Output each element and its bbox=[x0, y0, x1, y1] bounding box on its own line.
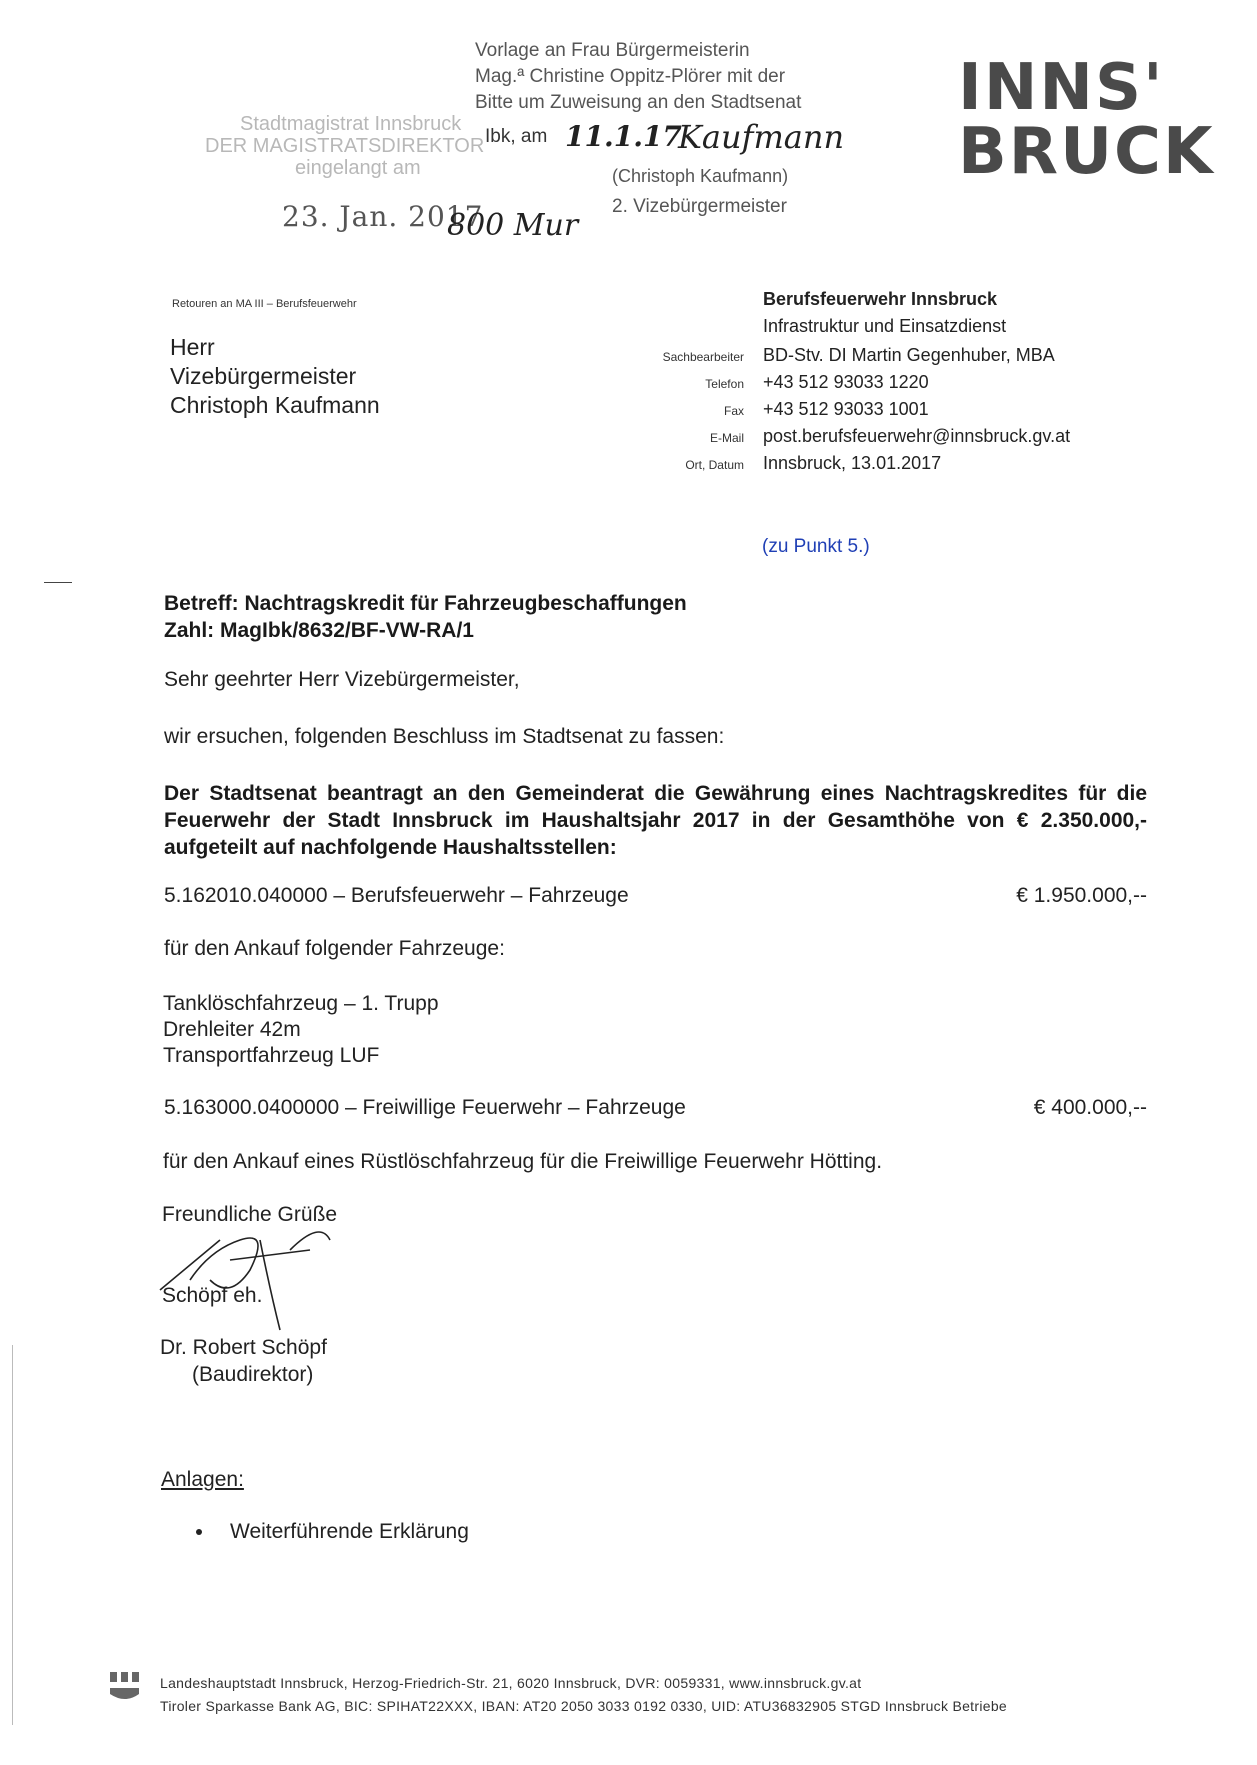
fold-mark bbox=[44, 582, 72, 583]
logo-line-2: BRUCK bbox=[958, 115, 1215, 189]
contact-label: E-Mail bbox=[709, 431, 744, 445]
footer-address: Landeshauptstadt Innsbruck, Herzog-Friedrich-Str. 21, 6020 Innsbruck, DVR: 0059331, www.innsbruck.gv.at bbox=[160, 1675, 862, 1691]
attachment-label: Weiterführende Erklärung bbox=[230, 1520, 469, 1543]
recipient-name: Christoph Kaufmann bbox=[170, 392, 380, 418]
budget-account: 5.163000.0400000 – Freiwillige Feuerwehr – Fahrzeuge bbox=[164, 1096, 686, 1119]
contact-label: Sachbearbeiter bbox=[662, 350, 744, 364]
contact-person: BD-Stv. DI Martin Gegenhuber, MBA bbox=[763, 345, 1055, 365]
handwritten-signature: Kaufmann bbox=[678, 118, 845, 156]
contact-email: post.berufsfeuerwehr@innsbruck.gv.at bbox=[763, 426, 1071, 446]
stamp-received-label: eingelangt am bbox=[295, 157, 421, 179]
contact-label: Telefon bbox=[705, 377, 744, 391]
purchase-second: für den Ankauf eines Rüstlöschfahrzeug für die Freiwillige Feuerwehr Hötting. bbox=[163, 1150, 883, 1173]
budget-amount: € 400.000,-- bbox=[1033, 1096, 1147, 1119]
contact-place-date: Innsbruck, 13.01.2017 bbox=[763, 453, 942, 473]
stamp-director: DER MAGISTRATSDIREKTOR bbox=[205, 135, 485, 157]
routing-ibk-prefix: Ibk, am bbox=[485, 126, 548, 147]
routing-note bbox=[475, 38, 801, 116]
recipient-title: Vizebürgermeister bbox=[170, 363, 357, 389]
bullet-icon bbox=[196, 1529, 202, 1535]
budget-item bbox=[164, 1096, 1147, 1120]
footer bbox=[160, 1672, 1007, 1718]
routing-line-2: Mag.ª Christine Oppitz-Plörer mit der bbox=[475, 66, 786, 87]
sender-department: Infrastruktur und Einsatzdienst bbox=[763, 316, 1007, 336]
signature-scribble bbox=[150, 1210, 350, 1340]
handwritten-note: 800 Mur bbox=[447, 208, 579, 243]
resolution-text: Der Stadtsenat beantragt an den Gemeinderat die Gewährung eines Nachtragskredites für die Feuerwehr der Stadt Innsbruck im Haushaltsjahr 2017 in der Gesamthöhe von € 2.350.000,- aufgeteilt auf nachfolgende Haushaltsstellen: bbox=[164, 782, 1147, 859]
scan-edge bbox=[12, 1345, 13, 1725]
closing-greeting: Freundliche Grüße bbox=[162, 1203, 338, 1226]
stamp-office: Stadtmagistrat Innsbruck bbox=[240, 113, 462, 135]
attachments-heading: Anlagen: bbox=[161, 1468, 244, 1491]
signed-note: Schöpf eh. bbox=[162, 1284, 263, 1307]
routing-line-3: Bitte um Zuweisung an den Stadtsenat bbox=[475, 92, 802, 113]
recipient-block bbox=[170, 333, 380, 420]
contact-labels bbox=[600, 344, 744, 479]
city-emblem-icon bbox=[108, 1670, 144, 1706]
sender-org: Berufsfeuerwehr Innsbruck bbox=[763, 289, 998, 309]
routing-line-1: Vorlage an Frau Bürgermeisterin bbox=[475, 40, 750, 61]
contact-values bbox=[763, 342, 1070, 477]
contact-label: Fax bbox=[723, 404, 744, 418]
vehicle-item: Tanklöschfahrzeug – 1. Trupp bbox=[163, 992, 439, 1015]
return-address: Retouren an MA III – Berufsfeuerwehr bbox=[172, 298, 357, 310]
attachment-item bbox=[196, 1520, 469, 1544]
agenda-reference: (zu Punkt 5.) bbox=[762, 536, 870, 557]
logo-line-1: INNS' bbox=[958, 51, 1165, 125]
signer-name: Dr. Robert Schöpf bbox=[160, 1336, 327, 1359]
subject-line: Betreff: Nachtragskredit für Fahrzeugbeschaffungen bbox=[164, 592, 687, 615]
contact-label: Ort, Datum bbox=[685, 458, 744, 472]
vehicle-item: Transportfahrzeug LUF bbox=[163, 1044, 380, 1067]
signer-title: (Baudirektor) bbox=[192, 1363, 314, 1386]
received-stamp bbox=[205, 113, 484, 179]
vehicle-list bbox=[163, 991, 439, 1069]
budget-item bbox=[164, 884, 1147, 908]
contact-fax: +43 512 93033 1001 bbox=[763, 399, 929, 419]
handwritten-date: 11.1.17 bbox=[565, 120, 682, 153]
request-text: wir ersuchen, folgenden Beschluss im Stadtsenat zu fassen: bbox=[164, 725, 725, 748]
signer-block bbox=[160, 1334, 327, 1388]
recipient-salutation: Herr bbox=[170, 334, 215, 360]
vehicle-item: Drehleiter 42m bbox=[163, 1018, 301, 1041]
routing-role: 2. Vizebürgermeister bbox=[612, 196, 787, 217]
routing-signatory: (Christoph Kaufmann) bbox=[612, 166, 789, 186]
purchase-intro: für den Ankauf folgender Fahrzeuge: bbox=[164, 937, 505, 960]
greeting: Sehr geehrter Herr Vizebürgermeister, bbox=[164, 668, 520, 691]
budget-account: 5.162010.040000 – Berufsfeuerwehr – Fahrzeuge bbox=[164, 884, 629, 907]
budget-amount: € 1.950.000,-- bbox=[1016, 884, 1147, 907]
stamp-date: 23. Jan. 2017 bbox=[282, 200, 484, 233]
footer-bank: Tiroler Sparkasse Bank AG, BIC: SPIHAT22XXX, IBAN: AT20 2050 3033 0192 0330, UID: ATU36832905 STGD Innsbruck Betriebe bbox=[160, 1698, 1008, 1714]
contact-phone: +43 512 93033 1220 bbox=[763, 372, 929, 392]
subject-block bbox=[164, 590, 687, 644]
reference-number: Zahl: MagIbk/8632/BF-VW-RA/1 bbox=[164, 619, 474, 642]
innsbruck-logo bbox=[958, 51, 1215, 189]
